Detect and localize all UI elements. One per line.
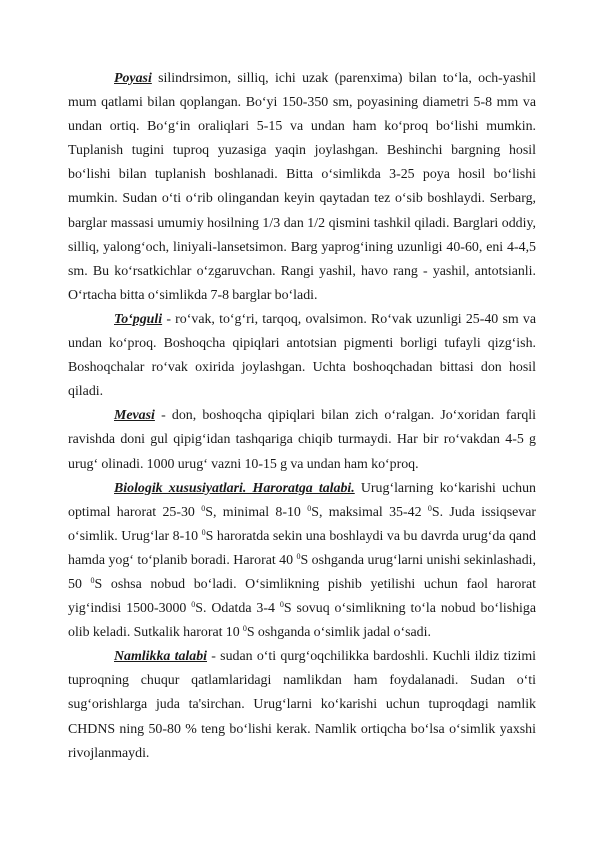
- paragraph-fruit: [68, 404, 536, 476]
- degree-mark: 0: [201, 527, 206, 537]
- text-segment: S, maksimal 35-42: [311, 504, 428, 520]
- term-stem: Poyasi: [114, 71, 152, 86]
- text-segment: S haroratda sekin una boshlaydi va bu davrda urug‘da qand hamda yog‘ to‘planib boradi. Harorat 40: [68, 528, 536, 568]
- text-segment: Urug‘larning ko‘karishi uchun optimal harorat 25-30: [68, 480, 536, 520]
- text-segment: S, minimal 8-10: [205, 504, 308, 520]
- degree-mark: 0: [191, 600, 196, 610]
- term-biology-temperature: Biologik xususiyatlari. Haroratga talabi.: [114, 480, 355, 496]
- paragraph-inflorescence: [68, 308, 536, 404]
- paragraph-text: - sudan o‘ti qurg‘oqchilikka bardoshli. Kuchli ildiz tizimi tuproqning chuqur qatlamlaridagi namlikdan ham foydalanadi. Sudan o‘ti sug‘orishlarga juda ta'sirchan. Urug‘larni ko‘karishi uchun tuproqdagi namlik CHDNS ning 50-80 % teng bo‘lishi kerak. Namlik ortiqcha bo‘lsa o‘simlik yaxshi rivojlanmaydi.: [68, 649, 536, 761]
- degree-mark: 0: [90, 575, 95, 585]
- term-fruit: Mevasi: [114, 408, 155, 424]
- paragraph-temperature: [68, 477, 536, 646]
- paragraph-text: - ro‘vak, to‘g‘ri, tarqoq, ovalsimon. Ro‘vak uzunligi 25-40 sm va undan ko‘proq. Boshoqcha qipiqlari antotsian pigmenti borligi tufayli qizg‘ish. Boshoqchalar ro‘vak oxirida joylashgan. Uchta boshoqchadan bittasi don hosil qiladi.: [68, 311, 536, 400]
- degree-mark: 0: [296, 551, 301, 561]
- degree-mark: 0: [427, 503, 432, 513]
- term-moisture: Namlikka talabi: [114, 649, 208, 665]
- text-segment: S oshsa nobud bo‘ladi. O‘simlikning pishib yetilishi uchun faol harorat yig‘indisi 1500-3000: [68, 576, 536, 617]
- text-segment: S oshganda o‘simlik jadal o‘sadi.: [246, 625, 431, 641]
- degree-mark: 0: [279, 600, 284, 610]
- text-segment: S oshganda urug‘larni unishi sekinlashadi, 50: [68, 552, 537, 592]
- degree-mark: 0: [201, 503, 206, 513]
- text-segment: S sovuq o‘simlikning to‘la nobud bo‘lishiga olib keladi. Sutkalik harorat 10: [68, 601, 537, 641]
- degree-mark: 0: [307, 503, 312, 513]
- term-inflorescence: To‘pguli: [114, 311, 163, 327]
- text-segment: S. Juda issiqsevar o‘simlik. Urug‘lar 8-10: [68, 504, 537, 544]
- paragraph-moisture: [68, 645, 536, 765]
- paragraph-stem: [68, 67, 536, 308]
- text-segment: S. Odatda 3-4: [195, 601, 280, 617]
- paragraph-text: - don, boshoqcha qipiqlari bilan zich o‘ralgan. Jo‘xoridan farqli ravishda doni gul qipig‘idan tashqariga chiqib turmaydi. Har bir ro‘vakdan 4-5 g urug‘ olinadi. 1000 urug‘ vazni 10-15 g va undan ham ko‘proq.: [68, 408, 536, 472]
- degree-mark: 0: [242, 624, 247, 634]
- paragraph-text: silindrsimon, silliq, ichi uzak (parenxima) bilan to‘la, och-yashil mum qatlami bilan qoplangan. Bo‘yi 150-350 sm, poyasining diametri 5-8 mm va undan ortiq. Bo‘g‘in oraliqlari 5-15 va undan ham ko‘proq bo‘lishi mumkin. Tuplanish tugini tuproq yuzasiga yaqin joylashgan. Beshinchi bargning hosil bo‘lishi bilan tuplanish boshlanadi. Bitta o‘simlikda 3-25 poya hosil bo‘lishi mumkin. Sudan o‘ti o‘rib olingandan keyin qaytadan tez o‘sib boshlaydi. Serbarg, barglar massasi umumiy hosilning 1/3 dan 1/2 qismini tashkil qiladi. Barglari oddiy, silliq, yalong‘och, liniyali-lansetsimon. Barg yaprog‘ining uzunligi 40-60, eni 4-4,5 sm. Bu ko‘rsatkichlar o‘zgaruvchan. Rangi yashil, havo rang - yashil, antotsianli. O‘rtacha bitta o‘simlikda 7-8 barglar bo‘ladi.: [68, 71, 536, 303]
